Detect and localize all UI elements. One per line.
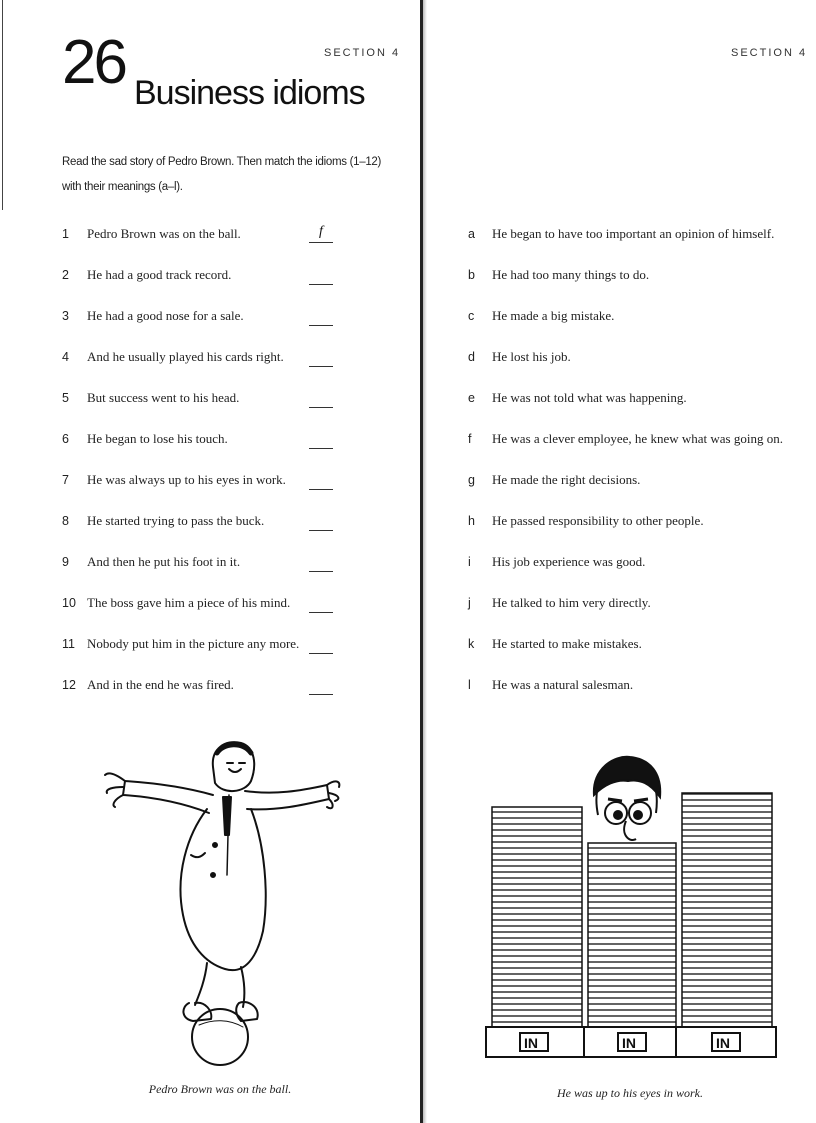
meaning-letter: h xyxy=(468,514,475,528)
answer-blank[interactable] xyxy=(309,594,333,613)
answer-blank[interactable] xyxy=(309,471,333,490)
meaning-row xyxy=(468,554,645,576)
meaning-row xyxy=(468,595,651,617)
unit-number: 26 xyxy=(62,28,125,97)
answer-blank[interactable] xyxy=(309,430,333,449)
meaning-letter: b xyxy=(468,268,475,282)
idiom-row xyxy=(62,513,264,535)
meaning-row xyxy=(468,431,783,453)
section-label-left: SECTION 4 xyxy=(324,47,401,59)
idiom-row xyxy=(62,677,234,699)
in-tray-label: IN xyxy=(622,1035,636,1051)
meaning-row xyxy=(468,267,649,289)
idiom-row xyxy=(62,390,239,412)
page-edge xyxy=(2,0,3,210)
instructions: Read the sad story of Pedro Brown. Then match the idioms (1–12) with their meanings (a–l). xyxy=(62,156,382,193)
meaning-letter: f xyxy=(468,432,472,446)
answer-blank[interactable]: f xyxy=(309,224,333,243)
meaning-letter: c xyxy=(468,309,475,323)
idiom-number: 11 xyxy=(62,637,75,651)
meaning-text: He started to make mistakes. xyxy=(492,636,642,651)
idiom-text: Nobody put him in the picture any more. xyxy=(87,636,300,651)
idiom-row xyxy=(62,308,244,330)
meaning-text: He lost his job. xyxy=(492,349,571,364)
meaning-text: His job experience was good. xyxy=(492,554,646,569)
meaning-text: He was a clever employee, he knew what was going on. xyxy=(492,431,783,446)
idiom-row xyxy=(62,554,240,576)
in-tray-label: IN xyxy=(716,1035,730,1051)
right-illustration-caption: He was up to his eyes in work. xyxy=(557,1086,703,1100)
answer-blank[interactable] xyxy=(309,307,333,326)
idiom-text: And in the end he was fired. xyxy=(87,677,234,692)
section-label-right: SECTION 4 xyxy=(731,47,808,59)
meaning-text: He made the right decisions. xyxy=(492,472,641,487)
idiom-text: Pedro Brown was on the ball. xyxy=(87,226,241,241)
idiom-row xyxy=(62,472,286,494)
idiom-number: 8 xyxy=(62,514,69,528)
idiom-text: And then he put his foot in it. xyxy=(87,554,241,569)
meaning-row xyxy=(468,677,633,699)
meaning-row xyxy=(468,513,704,535)
idiom-number: 1 xyxy=(62,227,69,241)
meaning-row xyxy=(468,349,571,371)
meaning-row xyxy=(468,472,640,494)
answer-blank[interactable] xyxy=(309,635,333,654)
paper-stacks-illustration xyxy=(480,755,780,1065)
meaning-letter: j xyxy=(468,596,471,610)
meaning-text: He talked to him very directly. xyxy=(492,595,651,610)
meaning-letter: d xyxy=(468,350,475,364)
meaning-text: He began to have too important an opinion of himself. xyxy=(492,226,775,241)
idiom-text: He began to lose his touch. xyxy=(87,431,228,446)
left-illustration-caption: Pedro Brown was on the ball. xyxy=(148,1082,292,1096)
meaning-text: He was a natural salesman. xyxy=(492,677,634,692)
meaning-text: He made a big mistake. xyxy=(492,308,615,323)
answer-blank[interactable] xyxy=(309,512,333,531)
idiom-text: He had a good track record. xyxy=(87,267,232,282)
meaning-letter: e xyxy=(468,391,475,405)
pedro-on-ball-illustration xyxy=(95,735,345,1070)
idiom-number: 2 xyxy=(62,268,69,282)
meaning-text: He passed responsibility to other people. xyxy=(492,513,704,528)
idiom-number: 4 xyxy=(62,350,69,364)
idiom-row xyxy=(62,267,231,289)
answer-blank[interactable] xyxy=(309,676,333,695)
answer-blank[interactable] xyxy=(309,266,333,285)
in-tray-label: IN xyxy=(524,1035,538,1051)
meaning-letter: a xyxy=(468,227,475,241)
idiom-row xyxy=(62,226,241,248)
meaning-text: He had too many things to do. xyxy=(492,267,650,282)
meaning-row xyxy=(468,226,774,248)
idiom-row xyxy=(62,349,284,371)
idiom-number: 12 xyxy=(62,678,76,692)
idiom-number: 10 xyxy=(62,596,76,610)
idiom-row xyxy=(62,431,228,453)
idiom-text: He was always up to his eyes in work. xyxy=(87,472,286,487)
spine-shadow xyxy=(423,0,427,1123)
idiom-number: 3 xyxy=(62,309,69,323)
idiom-text: He started trying to pass the buck. xyxy=(87,513,265,528)
meaning-letter: g xyxy=(468,473,475,487)
unit-title: Business idioms xyxy=(134,74,365,112)
idiom-text: And he usually played his cards right. xyxy=(87,349,284,364)
meaning-row xyxy=(468,390,687,412)
answer-blank[interactable] xyxy=(309,389,333,408)
meaning-letter: l xyxy=(468,678,471,692)
meaning-letter: k xyxy=(468,637,475,651)
idiom-number: 6 xyxy=(62,432,69,446)
idiom-row xyxy=(62,636,299,658)
idiom-number: 5 xyxy=(62,391,69,405)
idiom-text: The boss gave him a piece of his mind. xyxy=(87,595,291,610)
idiom-row xyxy=(62,595,290,617)
idiom-text: He had a good nose for a sale. xyxy=(87,308,244,323)
answer-blank[interactable] xyxy=(309,348,333,367)
idiom-text: But success went to his head. xyxy=(87,390,240,405)
answer-blank[interactable] xyxy=(309,553,333,572)
meaning-letter: i xyxy=(468,555,471,569)
meaning-row xyxy=(468,636,642,658)
idiom-number: 9 xyxy=(62,555,69,569)
meaning-text: He was not told what was happening. xyxy=(492,390,687,405)
idiom-number: 7 xyxy=(62,473,69,487)
meaning-row xyxy=(468,308,614,330)
